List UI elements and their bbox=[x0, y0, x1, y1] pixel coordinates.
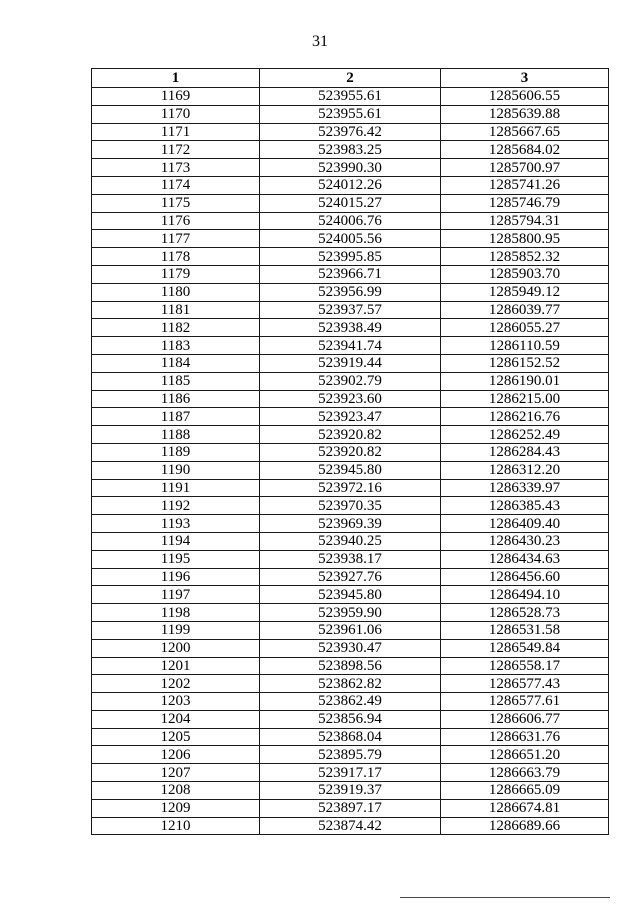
x-coordinate-cell: 523945.80 bbox=[260, 461, 441, 479]
table-row bbox=[92, 515, 609, 533]
y-coordinate-cell: 1286663.79 bbox=[441, 764, 609, 782]
y-coordinate-cell: 1286339.97 bbox=[441, 479, 609, 497]
point-number-cell: 1207 bbox=[92, 764, 260, 782]
table-row bbox=[92, 319, 609, 337]
x-coordinate-cell: 523970.35 bbox=[260, 497, 441, 515]
table-row bbox=[92, 817, 609, 835]
y-coordinate-cell: 1286577.43 bbox=[441, 675, 609, 693]
point-number-cell: 1176 bbox=[92, 212, 260, 230]
table-row bbox=[92, 479, 609, 497]
x-coordinate-cell: 523961.06 bbox=[260, 621, 441, 639]
x-coordinate-cell: 523895.79 bbox=[260, 746, 441, 764]
x-coordinate-cell: 524005.56 bbox=[260, 230, 441, 248]
x-coordinate-cell: 523917.17 bbox=[260, 764, 441, 782]
table-row bbox=[92, 372, 609, 390]
point-number-cell: 1170 bbox=[92, 105, 260, 123]
point-number-cell: 1180 bbox=[92, 283, 260, 301]
x-coordinate-cell: 523920.82 bbox=[260, 426, 441, 444]
table-row bbox=[92, 657, 609, 675]
table-row bbox=[92, 568, 609, 586]
y-coordinate-cell: 1286549.84 bbox=[441, 639, 609, 657]
x-coordinate-cell: 523955.61 bbox=[260, 105, 441, 123]
point-number-cell: 1177 bbox=[92, 230, 260, 248]
x-coordinate-cell: 523972.16 bbox=[260, 479, 441, 497]
bottom-rule bbox=[400, 897, 610, 898]
x-coordinate-cell: 523995.85 bbox=[260, 248, 441, 266]
x-coordinate-cell: 523956.99 bbox=[260, 283, 441, 301]
y-coordinate-cell: 1286606.77 bbox=[441, 710, 609, 728]
point-number-cell: 1179 bbox=[92, 265, 260, 283]
table-row bbox=[92, 141, 609, 159]
table-row bbox=[92, 675, 609, 693]
point-number-cell: 1169 bbox=[92, 88, 260, 106]
y-coordinate-cell: 1285700.97 bbox=[441, 159, 609, 177]
y-coordinate-cell: 1286409.40 bbox=[441, 515, 609, 533]
y-coordinate-cell: 1286190.01 bbox=[441, 372, 609, 390]
y-coordinate-cell: 1286531.58 bbox=[441, 621, 609, 639]
table-row bbox=[92, 176, 609, 194]
point-number-cell: 1198 bbox=[92, 604, 260, 622]
table-row bbox=[92, 693, 609, 711]
column-header-2: 2 bbox=[260, 69, 441, 88]
y-coordinate-cell: 1285684.02 bbox=[441, 141, 609, 159]
x-coordinate-cell: 523868.04 bbox=[260, 728, 441, 746]
table-row bbox=[92, 728, 609, 746]
table-row bbox=[92, 212, 609, 230]
y-coordinate-cell: 1285606.55 bbox=[441, 88, 609, 106]
y-coordinate-cell: 1286055.27 bbox=[441, 319, 609, 337]
table-row bbox=[92, 604, 609, 622]
y-coordinate-cell: 1285667.65 bbox=[441, 123, 609, 141]
point-number-cell: 1191 bbox=[92, 479, 260, 497]
point-number-cell: 1203 bbox=[92, 693, 260, 711]
point-number-cell: 1175 bbox=[92, 194, 260, 212]
y-coordinate-cell: 1286528.73 bbox=[441, 604, 609, 622]
y-coordinate-cell: 1286456.60 bbox=[441, 568, 609, 586]
table-row bbox=[92, 621, 609, 639]
y-coordinate-cell: 1285639.88 bbox=[441, 105, 609, 123]
y-coordinate-cell: 1286110.59 bbox=[441, 337, 609, 355]
x-coordinate-cell: 524015.27 bbox=[260, 194, 441, 212]
x-coordinate-cell: 523938.49 bbox=[260, 319, 441, 337]
point-number-cell: 1201 bbox=[92, 657, 260, 675]
x-coordinate-cell: 523923.60 bbox=[260, 390, 441, 408]
point-number-cell: 1185 bbox=[92, 372, 260, 390]
y-coordinate-cell: 1286215.00 bbox=[441, 390, 609, 408]
point-number-cell: 1209 bbox=[92, 799, 260, 817]
table-row bbox=[92, 390, 609, 408]
table-row bbox=[92, 105, 609, 123]
point-number-cell: 1199 bbox=[92, 621, 260, 639]
y-coordinate-cell: 1286312.20 bbox=[441, 461, 609, 479]
y-coordinate-cell: 1285741.26 bbox=[441, 176, 609, 194]
column-header-1: 1 bbox=[92, 69, 260, 88]
point-number-cell: 1189 bbox=[92, 443, 260, 461]
y-coordinate-cell: 1285949.12 bbox=[441, 283, 609, 301]
y-coordinate-cell: 1286430.23 bbox=[441, 532, 609, 550]
y-coordinate-cell: 1286558.17 bbox=[441, 657, 609, 675]
x-coordinate-cell: 523862.82 bbox=[260, 675, 441, 693]
x-coordinate-cell: 523923.47 bbox=[260, 408, 441, 426]
table-row bbox=[92, 354, 609, 372]
y-coordinate-cell: 1286494.10 bbox=[441, 586, 609, 604]
point-number-cell: 1192 bbox=[92, 497, 260, 515]
table-row bbox=[92, 764, 609, 782]
x-coordinate-cell: 523920.82 bbox=[260, 443, 441, 461]
y-coordinate-cell: 1285852.32 bbox=[441, 248, 609, 266]
point-number-cell: 1194 bbox=[92, 532, 260, 550]
x-coordinate-cell: 523941.74 bbox=[260, 337, 441, 355]
point-number-cell: 1196 bbox=[92, 568, 260, 586]
point-number-cell: 1208 bbox=[92, 782, 260, 800]
x-coordinate-cell: 523902.79 bbox=[260, 372, 441, 390]
y-coordinate-cell: 1286651.20 bbox=[441, 746, 609, 764]
x-coordinate-cell: 523897.17 bbox=[260, 799, 441, 817]
table-row bbox=[92, 532, 609, 550]
point-number-cell: 1174 bbox=[92, 176, 260, 194]
y-coordinate-cell: 1286674.81 bbox=[441, 799, 609, 817]
x-coordinate-cell: 523969.39 bbox=[260, 515, 441, 533]
table-row bbox=[92, 337, 609, 355]
coordinates-table bbox=[91, 68, 609, 835]
y-coordinate-cell: 1286152.52 bbox=[441, 354, 609, 372]
x-coordinate-cell: 523927.76 bbox=[260, 568, 441, 586]
point-number-cell: 1204 bbox=[92, 710, 260, 728]
point-number-cell: 1181 bbox=[92, 301, 260, 319]
point-number-cell: 1205 bbox=[92, 728, 260, 746]
table-row bbox=[92, 248, 609, 266]
point-number-cell: 1186 bbox=[92, 390, 260, 408]
table-row bbox=[92, 443, 609, 461]
x-coordinate-cell: 523862.49 bbox=[260, 693, 441, 711]
x-coordinate-cell: 523856.94 bbox=[260, 710, 441, 728]
x-coordinate-cell: 523959.90 bbox=[260, 604, 441, 622]
table-row bbox=[92, 710, 609, 728]
table-row bbox=[92, 586, 609, 604]
table-row bbox=[92, 230, 609, 248]
table-row bbox=[92, 639, 609, 657]
y-coordinate-cell: 1285800.95 bbox=[441, 230, 609, 248]
y-coordinate-cell: 1286631.76 bbox=[441, 728, 609, 746]
table-body bbox=[92, 88, 609, 835]
point-number-cell: 1172 bbox=[92, 141, 260, 159]
point-number-cell: 1171 bbox=[92, 123, 260, 141]
y-coordinate-cell: 1286216.76 bbox=[441, 408, 609, 426]
y-coordinate-cell: 1285903.70 bbox=[441, 265, 609, 283]
y-coordinate-cell: 1286665.09 bbox=[441, 782, 609, 800]
point-number-cell: 1178 bbox=[92, 248, 260, 266]
x-coordinate-cell: 524006.76 bbox=[260, 212, 441, 230]
y-coordinate-cell: 1286039.77 bbox=[441, 301, 609, 319]
point-number-cell: 1188 bbox=[92, 426, 260, 444]
y-coordinate-cell: 1285746.79 bbox=[441, 194, 609, 212]
table-row bbox=[92, 550, 609, 568]
point-number-cell: 1206 bbox=[92, 746, 260, 764]
x-coordinate-cell: 523937.57 bbox=[260, 301, 441, 319]
point-number-cell: 1210 bbox=[92, 817, 260, 835]
table-row bbox=[92, 426, 609, 444]
table-row bbox=[92, 461, 609, 479]
table-row bbox=[92, 88, 609, 106]
x-coordinate-cell: 523874.42 bbox=[260, 817, 441, 835]
table-row bbox=[92, 799, 609, 817]
x-coordinate-cell: 524012.26 bbox=[260, 176, 441, 194]
x-coordinate-cell: 523919.37 bbox=[260, 782, 441, 800]
table-row bbox=[92, 194, 609, 212]
x-coordinate-cell: 523983.25 bbox=[260, 141, 441, 159]
point-number-cell: 1173 bbox=[92, 159, 260, 177]
table-row bbox=[92, 159, 609, 177]
x-coordinate-cell: 523966.71 bbox=[260, 265, 441, 283]
y-coordinate-cell: 1286577.61 bbox=[441, 693, 609, 711]
y-coordinate-cell: 1285794.31 bbox=[441, 212, 609, 230]
y-coordinate-cell: 1286284.43 bbox=[441, 443, 609, 461]
y-coordinate-cell: 1286434.63 bbox=[441, 550, 609, 568]
point-number-cell: 1184 bbox=[92, 354, 260, 372]
point-number-cell: 1183 bbox=[92, 337, 260, 355]
table-row bbox=[92, 782, 609, 800]
table-row bbox=[92, 265, 609, 283]
table-header-row bbox=[92, 69, 609, 88]
point-number-cell: 1182 bbox=[92, 319, 260, 337]
point-number-cell: 1193 bbox=[92, 515, 260, 533]
point-number-cell: 1195 bbox=[92, 550, 260, 568]
table-row bbox=[92, 497, 609, 515]
table-row bbox=[92, 408, 609, 426]
table-row bbox=[92, 301, 609, 319]
y-coordinate-cell: 1286252.49 bbox=[441, 426, 609, 444]
point-number-cell: 1197 bbox=[92, 586, 260, 604]
y-coordinate-cell: 1286689.66 bbox=[441, 817, 609, 835]
point-number-cell: 1190 bbox=[92, 461, 260, 479]
x-coordinate-cell: 523930.47 bbox=[260, 639, 441, 657]
table-row bbox=[92, 283, 609, 301]
x-coordinate-cell: 523940.25 bbox=[260, 532, 441, 550]
table-row bbox=[92, 746, 609, 764]
x-coordinate-cell: 523898.56 bbox=[260, 657, 441, 675]
x-coordinate-cell: 523976.42 bbox=[260, 123, 441, 141]
point-number-cell: 1202 bbox=[92, 675, 260, 693]
x-coordinate-cell: 523938.17 bbox=[260, 550, 441, 568]
point-number-cell: 1200 bbox=[92, 639, 260, 657]
page-number: 31 bbox=[312, 33, 328, 50]
x-coordinate-cell: 523919.44 bbox=[260, 354, 441, 372]
table-row bbox=[92, 123, 609, 141]
column-header-3: 3 bbox=[441, 69, 609, 88]
x-coordinate-cell: 523945.80 bbox=[260, 586, 441, 604]
y-coordinate-cell: 1286385.43 bbox=[441, 497, 609, 515]
point-number-cell: 1187 bbox=[92, 408, 260, 426]
x-coordinate-cell: 523990.30 bbox=[260, 159, 441, 177]
x-coordinate-cell: 523955.61 bbox=[260, 88, 441, 106]
